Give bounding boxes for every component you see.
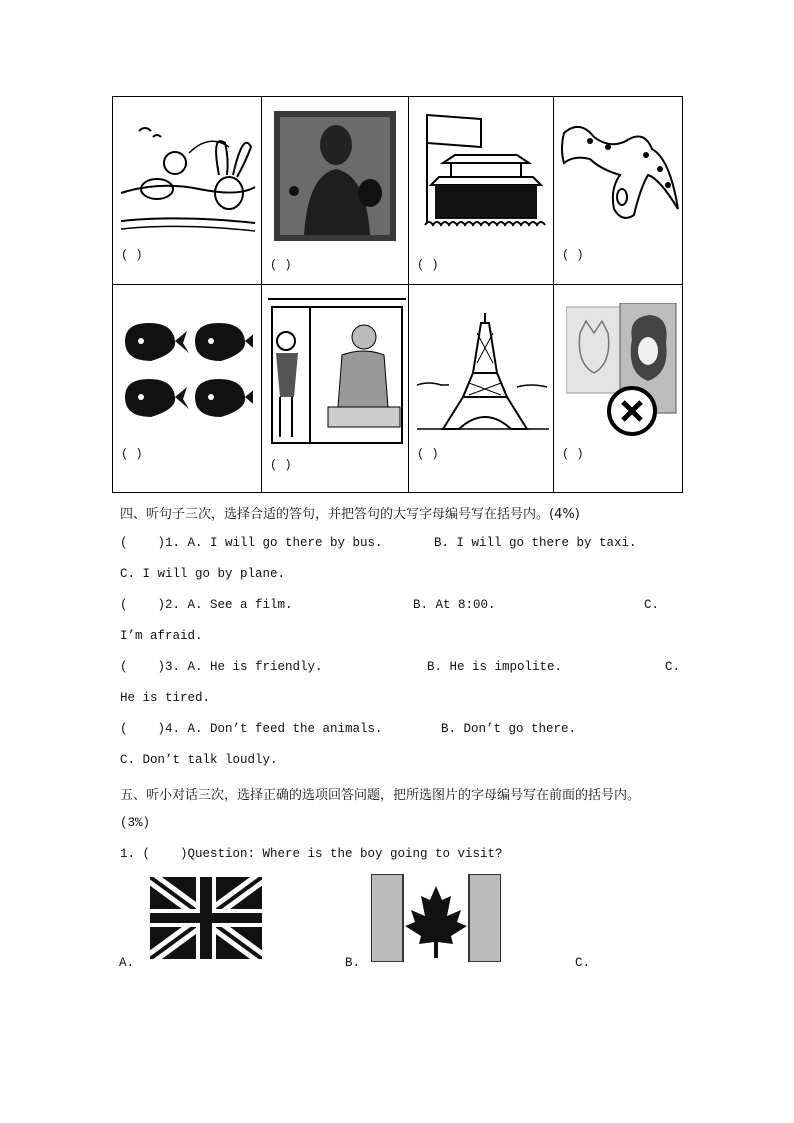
answer-blank[interactable]: ( ) [270, 458, 292, 472]
q4-option-c: C. Don’t talk loudly. [120, 753, 278, 767]
eiffel-tower-picture [417, 313, 549, 431]
option-a-label: A. [119, 956, 135, 970]
q3-option-b: B. He is impolite. [427, 660, 563, 674]
answer-blank[interactable]: ( ) [417, 447, 439, 461]
q2-option-c-label: C. [644, 598, 660, 612]
grid-cell-table-tennis [262, 97, 409, 285]
section4-heading: 四、听句子三次，选择合适的答句，并把答句的大写字母编号写在括号内。(4%) [120, 507, 580, 522]
grid-cell-tortoise-hare [113, 97, 262, 285]
q2-option-b: B. At 8:00. [413, 598, 496, 612]
option-c-label: C. [575, 956, 591, 970]
forbidden-x-icon [606, 385, 658, 437]
grid-cell-whales [113, 285, 262, 493]
section5-heading: 五、听小对话三次，选择正确的选项回答问题，把所选图片的字母编号写在前面的括号内。 [120, 788, 641, 803]
whales-picture [121, 319, 253, 427]
answer-blank[interactable]: ( ) [417, 258, 439, 272]
union-jack-flag-image [150, 877, 262, 959]
canada-flag-image [371, 874, 501, 962]
option-b-label: B. [345, 956, 361, 970]
grid-cell-dogs-forbidden [554, 285, 683, 493]
q1-option-b: B. I will go there by taxi. [434, 536, 637, 550]
q3-option-a: ( )3. A. He is friendly. [120, 660, 323, 674]
grid-cell-bus [262, 285, 409, 493]
q3-option-c: He is tired. [120, 691, 211, 705]
tiananmen-picture [421, 111, 551, 239]
answer-blank[interactable]: ( ) [270, 258, 292, 272]
s5-question-1: 1. ( )Question: Where is the boy going to visit? [120, 847, 503, 861]
answer-blank[interactable]: ( ) [562, 248, 584, 262]
section5-score: (3%) [120, 816, 151, 830]
q1-option-a: ( )1. A. I will go there by bus. [120, 536, 383, 550]
q2-option-c: I’m afraid. [120, 629, 203, 643]
tortoise-hare-picture [119, 123, 257, 235]
octopus-picture [560, 119, 680, 223]
q4-option-a: ( )4. A. Don’t feed the animals. [120, 722, 383, 736]
q4-option-b: B. Don’t go there. [441, 722, 577, 736]
grid-cell-octopus [554, 97, 683, 285]
q3-option-c-label: C. [665, 660, 681, 674]
grid-cell-eiffel [409, 285, 554, 493]
q1-option-c: C. I will go by plane. [120, 567, 286, 581]
answer-blank[interactable]: ( ) [562, 447, 584, 461]
q2-option-a: ( )2. A. See a film. [120, 598, 293, 612]
answer-blank[interactable]: ( ) [121, 248, 143, 262]
answer-blank[interactable]: ( ) [121, 447, 143, 461]
bus-seat-picture [268, 297, 406, 445]
table-tennis-player-picture [274, 111, 396, 241]
grid-cell-tiananmen [409, 97, 554, 285]
picture-grid [112, 96, 683, 493]
